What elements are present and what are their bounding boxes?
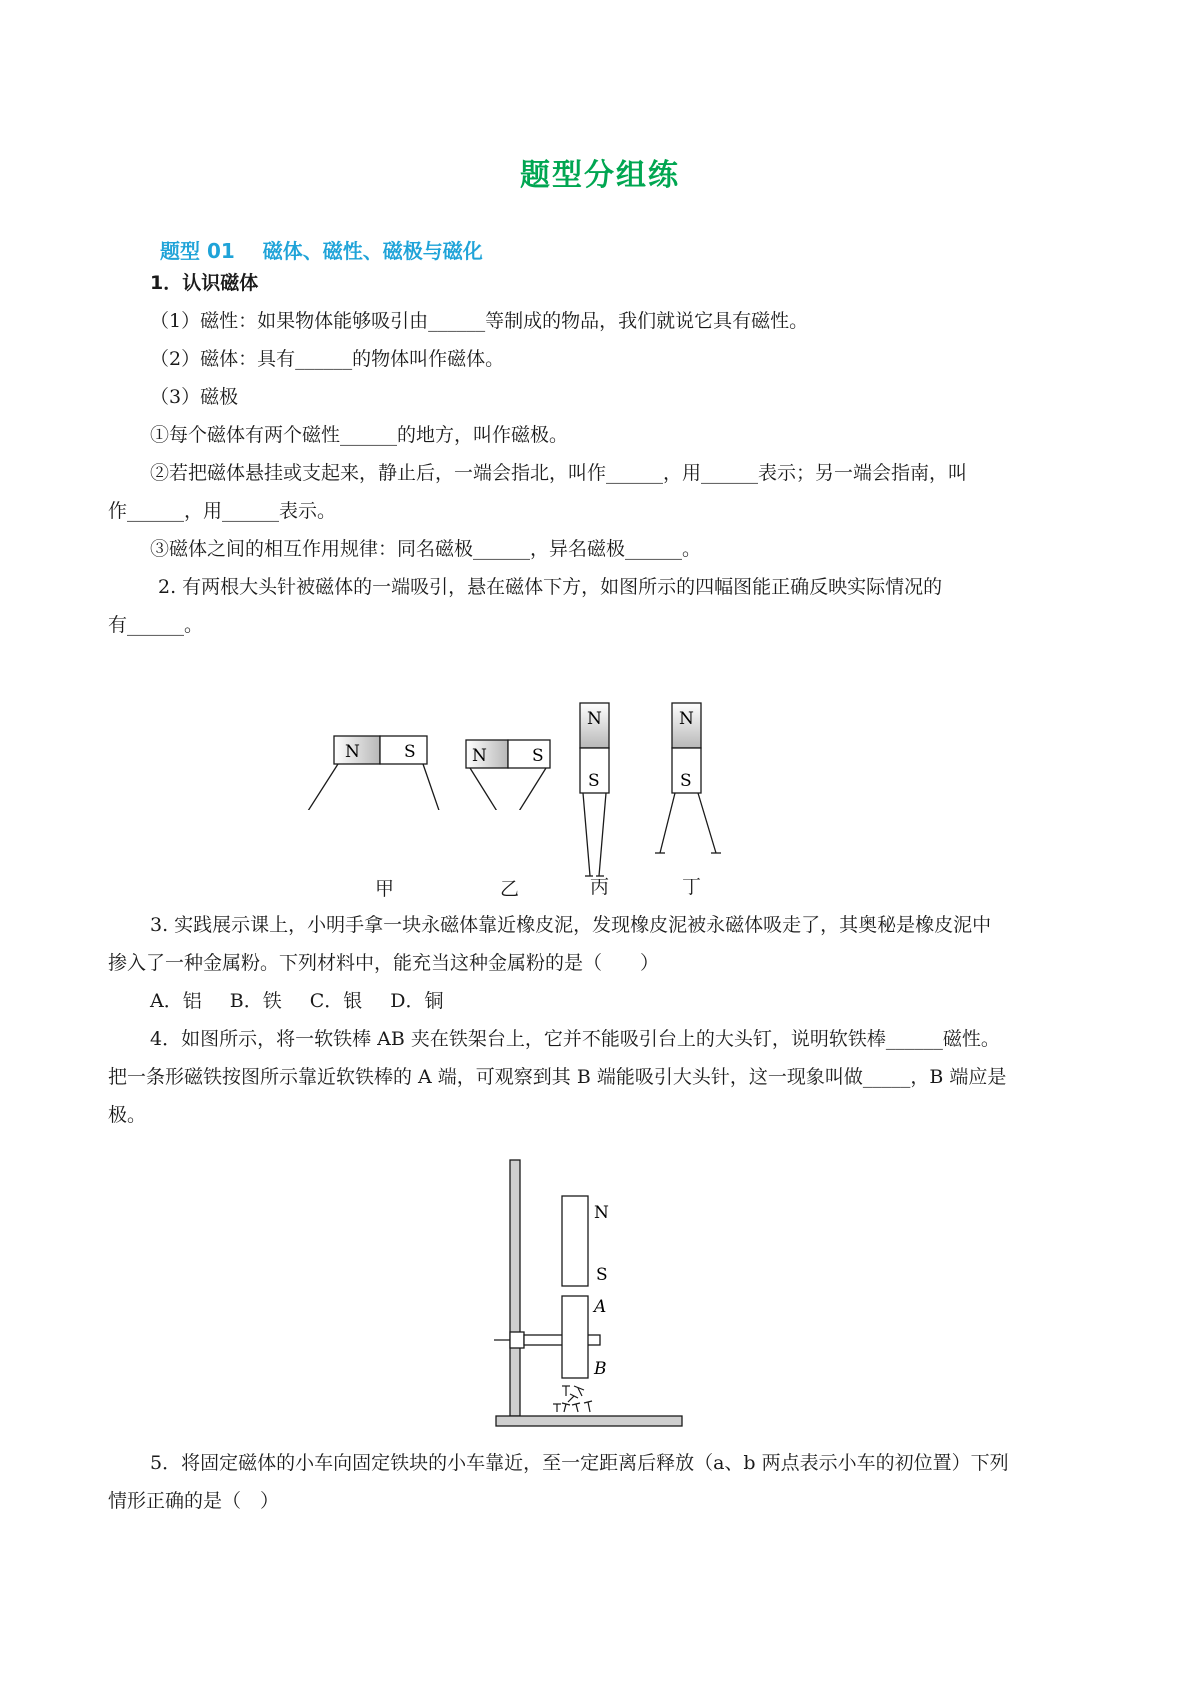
figure-label-ding: 丁 — [682, 876, 702, 898]
q4-line-1: 4．如图所示，将一软铁棒 AB 夹在铁架台上，它并不能吸引台上的大头钉，说明软铁棒______磁性。 — [150, 1028, 1000, 1050]
option-d: D．铜 — [390, 990, 444, 1012]
option-b: B．铁 — [229, 990, 282, 1012]
iron-stand-figure — [480, 1150, 720, 1435]
magnet-yi-s-label: S — [532, 746, 544, 766]
magnet-jia — [300, 736, 447, 810]
figure-label-yi: 乙 — [500, 878, 520, 900]
q1-heading: 1．认识磁体 — [150, 272, 259, 294]
q4-line-2: 把一条形磁铁按图所示靠近软铁棒的 A 端，可观察到其 B 端能吸引大头针，这一现象叫做_____，B 端应是 — [108, 1066, 1007, 1088]
magnet-ding-s-label: S — [680, 771, 692, 791]
q2-line-2: 有______。 — [108, 614, 204, 636]
q4-line-3: 极。 — [108, 1104, 147, 1126]
rod-b-label: B — [594, 1359, 607, 1379]
page-title: 题型分组练 — [520, 158, 680, 193]
clamp-block — [510, 1332, 524, 1348]
stand-pole — [510, 1160, 520, 1416]
q1-line-1: （1）磁性：如果物体能够吸引由______等制成的物品，我们就说它具有磁性。 — [150, 310, 809, 332]
figure-label-bing: 丙 — [590, 876, 610, 898]
tacks — [553, 1386, 592, 1412]
option-c: C．银 — [309, 990, 363, 1012]
q5-line-2: 情形正确的是（ ） — [108, 1490, 280, 1512]
q1-line-2: （2）磁体：具有______的物体叫作磁体。 — [150, 348, 505, 370]
section-heading — [158, 235, 483, 264]
magnet-jia-n-label: N — [345, 742, 360, 762]
q3-line-2: 掺入了一种金属粉。下列材料中，能充当这种金属粉的是（ ） — [108, 952, 660, 974]
section-label: 题型 01 — [160, 239, 235, 263]
q1-line-6: 作______，用______表示。 — [108, 500, 337, 522]
option-a: A．铝 — [150, 990, 202, 1012]
q1-line-3: （3）磁极 — [150, 386, 239, 408]
bar-magnet — [562, 1196, 588, 1286]
magnet-bing-s-label: S — [588, 771, 600, 791]
soft-iron-rod — [562, 1296, 588, 1378]
magnet-ding-n-label: N — [679, 709, 694, 729]
q1-line-7: ③磁体之间的相互作用规律：同名磁极______，异名磁极______。 — [150, 538, 702, 560]
q3-options — [150, 988, 443, 1014]
rod-a-label: A — [594, 1297, 607, 1317]
section-name: 磁体、磁性、磁极与磁化 — [262, 239, 483, 263]
magnet-bing-n-label: N — [587, 709, 602, 729]
figure-label-jia: 甲 — [375, 878, 395, 900]
magnet-jia-s-label: S — [404, 742, 416, 762]
magnet-n-label: N — [594, 1203, 609, 1223]
magnet-figures-vertical — [560, 690, 760, 890]
q1-line-5: ②若把磁体悬挂或支起来，静止后，一端会指北，叫作______，用______表示；另一端会指南，叫 — [150, 462, 968, 484]
magnet-s-label: S — [596, 1265, 608, 1285]
q2-line-1: 2. 有两根大头针被磁体的一端吸引，悬在磁体下方，如图所示的四幅图能正确反映实际情况的 — [158, 576, 943, 598]
stand-base — [496, 1416, 682, 1426]
magnet-yi-n-label: N — [472, 746, 487, 766]
q1-line-4: ①每个磁体有两个磁性______的地方，叫作磁极。 — [150, 424, 569, 446]
q5-line-1: 5．将固定磁体的小车向固定铁块的小车靠近，至一定距离后释放（a、b 两点表示小车的初位置）下列 — [150, 1452, 1009, 1474]
q3-line-1: 3. 实践展示课上，小明手拿一块永磁体靠近橡皮泥，发现橡皮泥被永磁体吸走了，其奥秘是橡皮泥中 — [150, 914, 992, 936]
